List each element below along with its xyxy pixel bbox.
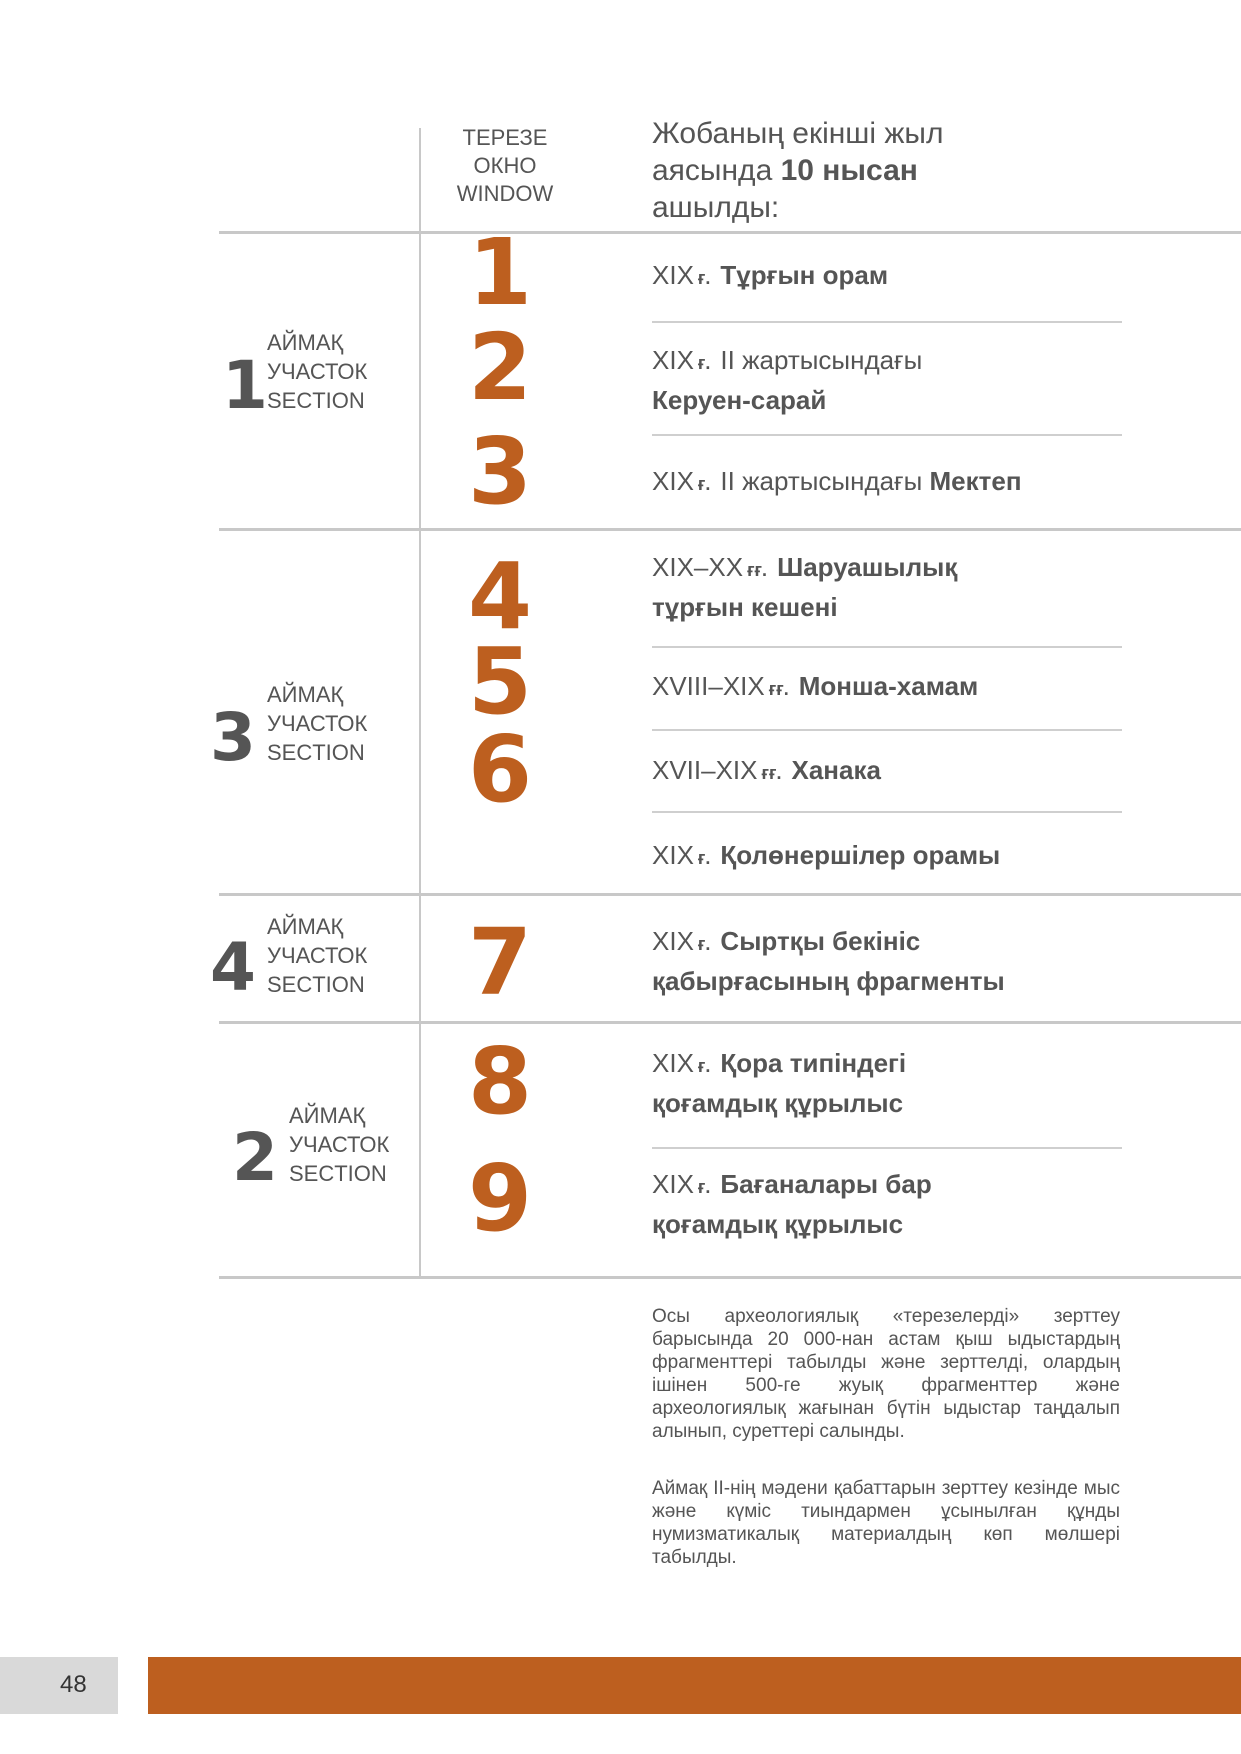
item-name-cont: қоғамдық құрылыс — [652, 1209, 904, 1239]
page-title — [652, 115, 1052, 226]
list-item — [652, 923, 1122, 1000]
window-number: 1 — [467, 219, 532, 326]
item-name: Қолөнершілер орамы — [720, 840, 1001, 870]
table-rule-section-3 — [219, 893, 1241, 896]
item-name: Шаруашылық — [777, 552, 958, 582]
table-rule-top — [219, 231, 1241, 234]
list-item — [652, 463, 1122, 503]
item-name: Тұрғын орам — [720, 260, 889, 290]
list-item — [652, 668, 1122, 708]
item-century-abbr: ғ. — [697, 1056, 711, 1076]
section-number: 3 — [210, 699, 256, 776]
item-name: Мектеп — [929, 466, 1022, 496]
section-label-kz: АЙМАҚ — [267, 682, 344, 707]
item-century: XVII–XIX — [652, 755, 758, 785]
section-label-kz: АЙМАҚ — [267, 914, 344, 939]
section-label-ru: УЧАСТОК — [289, 1132, 390, 1157]
item-name: Қора типіндегі — [720, 1048, 907, 1078]
item-name: Керуен-сарай — [652, 385, 827, 415]
section-label — [267, 328, 367, 415]
item-century-abbr: ғғ. — [761, 763, 782, 783]
item-century: XIX — [652, 466, 694, 496]
item-century: XIX — [652, 260, 694, 290]
list-item — [652, 1166, 1122, 1243]
table-rule-section-1 — [219, 528, 1241, 531]
item-name-cont: қоғамдық құрылыс — [652, 1088, 904, 1118]
item-separator — [652, 811, 1122, 813]
section-label — [267, 680, 367, 767]
section-label-en: SECTION — [289, 1161, 387, 1186]
item-name: Бағаналары бар — [720, 1169, 932, 1199]
body-paragraph: Осы археологиялық «терезелерді» зерттеу барысында 20 000-нан астам қыш ыдыстардың фрагменттері табылды және зерттелді, олардың ішінен 500-ге жуық фрагменттер және археологиялық жағынан бүтін ыдыстар таңдалып алынып, суреттері салынды. — [652, 1306, 1120, 1442]
item-period: II жартысындағы — [720, 345, 923, 375]
list-item — [652, 752, 1122, 792]
item-century: XIX — [652, 1048, 694, 1078]
item-century: XIX — [652, 840, 694, 870]
section-label — [267, 912, 367, 999]
window-number: 6 — [467, 716, 532, 823]
section-label-ru: УЧАСТОК — [267, 359, 368, 384]
list-item — [652, 257, 1122, 297]
window-number: 7 — [467, 909, 532, 1016]
column-label-en: WINDOW — [456, 181, 554, 206]
body-paragraph: Аймақ II-нің мәдени қабаттарын зерттеу кезінде мыс және күміс тиындармен ұсынылған құнды нумизматикалық материалдың көп мөлшері табылды. — [652, 1478, 1120, 1568]
title-highlight: 10 нысан — [780, 154, 918, 187]
item-century: XIX–XX — [652, 552, 744, 582]
column-label-ru: ОКНО — [473, 153, 537, 178]
list-item — [652, 549, 1122, 626]
window-number: 2 — [467, 314, 532, 421]
title-line-2-text: аясында — [652, 154, 781, 187]
item-name: Сыртқы бекініс — [720, 926, 921, 956]
item-separator — [652, 321, 1122, 323]
window-column-header — [430, 124, 580, 208]
window-number: 5 — [467, 628, 532, 735]
window-number: 9 — [467, 1145, 532, 1252]
section-label-en: SECTION — [267, 388, 365, 413]
page-number: 48 — [60, 1671, 87, 1698]
table-rule-section-4 — [219, 1021, 1241, 1024]
footer-accent-bar — [148, 1657, 1241, 1714]
section-label-kz: АЙМАҚ — [267, 330, 344, 355]
section-label-kz: АЙМАҚ — [289, 1103, 366, 1128]
item-century-abbr: ғ. — [697, 268, 711, 288]
item-name-cont: қабырғасының фрагменты — [652, 966, 1005, 996]
item-separator — [652, 646, 1122, 648]
item-century: XIX — [652, 345, 694, 375]
section-number: 1 — [222, 347, 268, 424]
list-item — [652, 342, 1122, 419]
window-number: 4 — [467, 543, 532, 650]
item-separator — [652, 1147, 1122, 1149]
table-rule-bottom — [219, 1276, 1241, 1279]
item-name-cont: тұрғын кешені — [652, 592, 838, 622]
section-number: 2 — [232, 1119, 278, 1196]
column-divider — [419, 128, 421, 1276]
section-number: 4 — [210, 929, 256, 1006]
section-label — [289, 1101, 389, 1188]
title-line-3: ашылды: — [652, 191, 780, 224]
item-century: XIX — [652, 926, 694, 956]
title-line-2 — [652, 152, 1052, 189]
section-label-ru: УЧАСТОК — [267, 711, 368, 736]
window-number: 8 — [467, 1028, 532, 1135]
section-label-en: SECTION — [267, 972, 365, 997]
item-century-abbr: ғғ. — [747, 560, 768, 580]
item-century: XVIII–XIX — [652, 671, 765, 701]
item-century-abbr: ғ. — [697, 353, 711, 373]
item-period: II жартысындағы — [720, 466, 923, 496]
window-number: 3 — [467, 418, 532, 525]
item-century-abbr: ғ. — [697, 1177, 711, 1197]
item-century-abbr: ғ. — [697, 934, 711, 954]
item-century-abbr: ғ. — [697, 848, 711, 868]
item-century: XIX — [652, 1169, 694, 1199]
column-label-kz: ТЕРЕЗЕ — [462, 125, 548, 150]
section-label-en: SECTION — [267, 740, 365, 765]
item-name: Ханака — [791, 755, 881, 785]
item-century-abbr: ғғ. — [768, 679, 789, 699]
section-label-ru: УЧАСТОК — [267, 943, 368, 968]
item-century-abbr: ғ. — [697, 474, 711, 494]
item-separator — [652, 729, 1122, 731]
list-item — [652, 837, 1122, 877]
title-line-1: Жобаның екінші жыл — [652, 117, 944, 150]
item-separator — [652, 434, 1122, 436]
list-item — [652, 1045, 1122, 1122]
item-name: Монша-хамам — [798, 671, 979, 701]
